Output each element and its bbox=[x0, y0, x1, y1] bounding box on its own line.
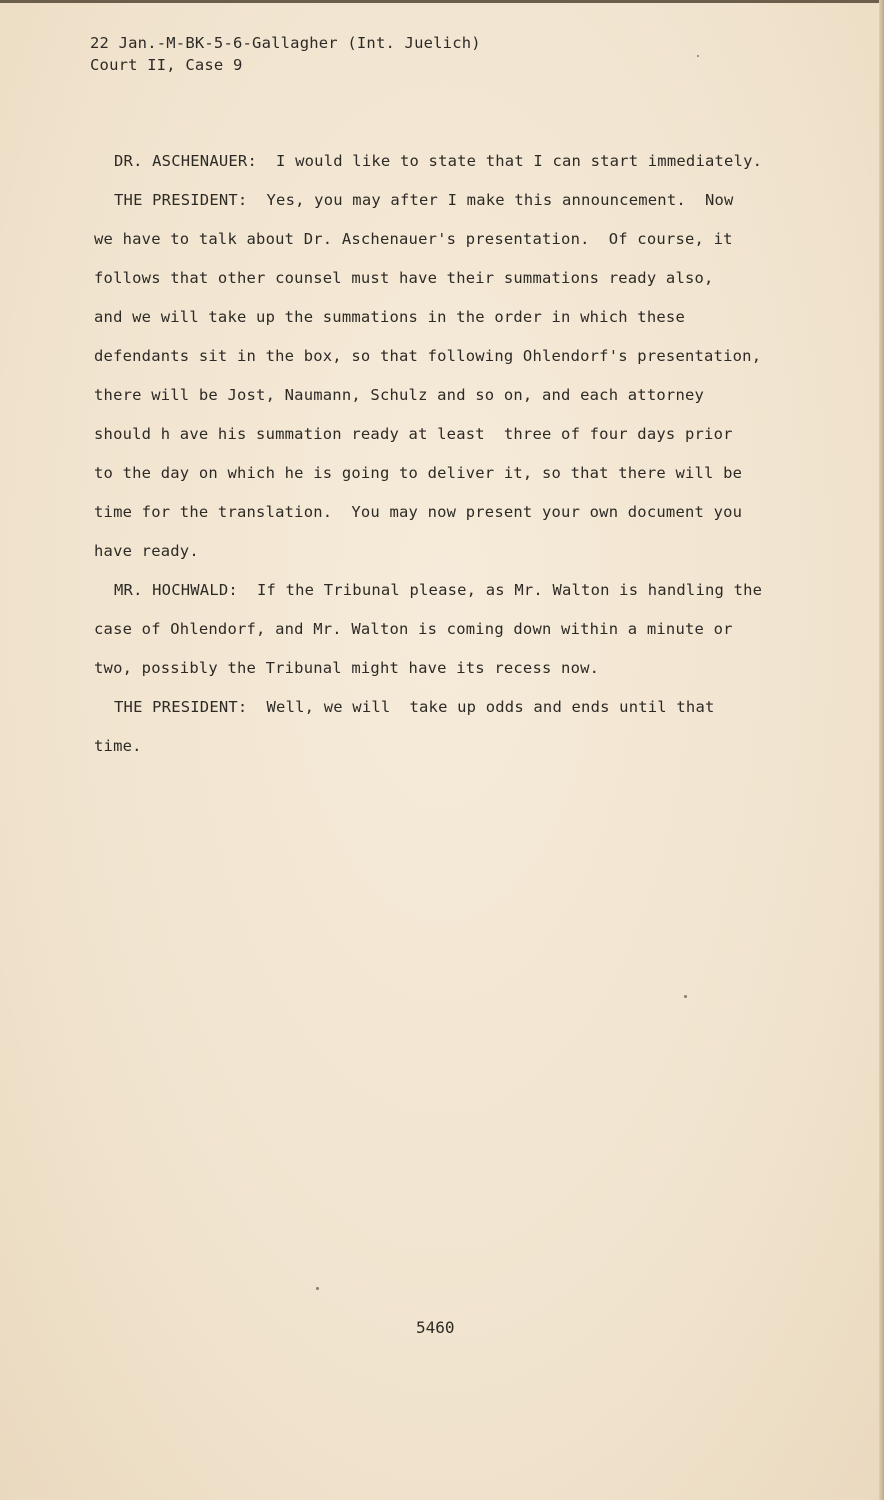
transcript-line: THE PRESIDENT: Yes, you may after I make this announcement. Now bbox=[114, 191, 734, 209]
transcript-line: and we will take up the summations in the order in which these bbox=[94, 308, 685, 326]
transcript-line: should h ave his summation ready at least three of four days prior bbox=[94, 425, 733, 443]
transcript-line: case of Ohlendorf, and Mr. Walton is coming down within a minute or bbox=[94, 620, 733, 638]
transcript-line: MR. HOCHWALD: If the Tribunal please, as Mr. Walton is handling the bbox=[114, 581, 763, 599]
transcript-line: two, possibly the Tribunal might have its recess now. bbox=[94, 659, 600, 677]
document-header bbox=[90, 32, 481, 76]
paper-speck bbox=[697, 55, 699, 57]
paper-speck bbox=[316, 1287, 319, 1290]
transcript-line: THE PRESIDENT: Well, we will take up odds and ends until that bbox=[114, 698, 715, 716]
transcript-body bbox=[94, 142, 784, 766]
page-right-edge bbox=[879, 0, 884, 1500]
paper-speck bbox=[684, 995, 687, 998]
transcript-line: there will be Jost, Naumann, Schulz and so on, and each attorney bbox=[94, 386, 705, 404]
header-line-1: 22 Jan.-M-BK-5-6-Gallagher (Int. Juelich) bbox=[90, 34, 481, 52]
transcript-line: have ready. bbox=[94, 542, 199, 560]
page-top-edge bbox=[0, 0, 884, 3]
transcript-line: defendants sit in the box, so that following Ohlendorf's presentation, bbox=[94, 347, 762, 365]
transcript-line: we have to talk about Dr. Aschenauer's presentation. Of course, it bbox=[94, 230, 733, 248]
transcript-line: time for the translation. You may now present your own document you bbox=[94, 503, 743, 521]
transcript-line: follows that other counsel must have their summations ready also, bbox=[94, 269, 714, 287]
header-line-2: Court II, Case 9 bbox=[90, 56, 243, 74]
transcript-line: to the day on which he is going to deliver it, so that there will be bbox=[94, 464, 743, 482]
page-number: 5460 bbox=[416, 1318, 455, 1337]
transcript-line: DR. ASCHENAUER: I would like to state that I can start immediately. bbox=[114, 152, 763, 170]
transcript-line: time. bbox=[94, 737, 142, 755]
